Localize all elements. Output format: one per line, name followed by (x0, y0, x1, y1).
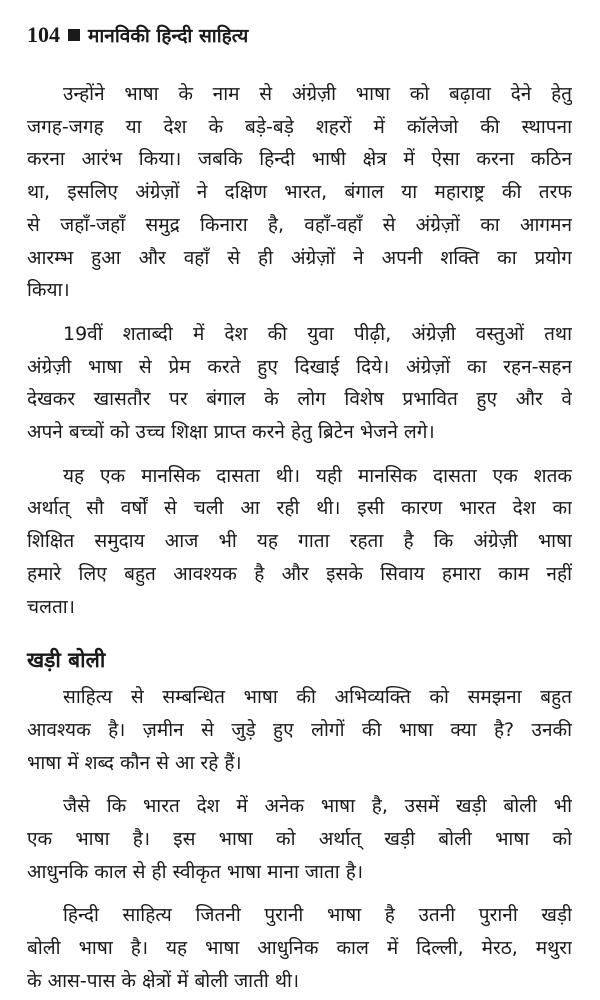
text-line: से जहाँ-जहाँ समुद्र किनारा है, वहाँ-वहाँ से अंग्रेज़ों का आगमन (27, 213, 572, 236)
paragraph (27, 460, 572, 624)
text-line: हिन्दी साहित्य जितनी पुरानी भाषा है उतनी पुरानी खड़ी (63, 904, 572, 927)
text-line: अपने बच्चों को उच्च शिक्षा प्राप्त करने हेतु ब्रिटेन भेजने लगे। (27, 421, 435, 444)
book-title: मानविकी हिन्दी साहित्य (88, 25, 249, 47)
text-line: किया। (27, 279, 70, 302)
section-heading: खड़ी बोली (27, 648, 106, 673)
paragraph (27, 790, 572, 888)
text-line: यह एक मानसिक दासता थी। यही मानसिक दासता एक शतक (63, 464, 572, 487)
text-line: भाषा में शब्द कौन से आ रहे हैं। (27, 751, 242, 774)
text-line: करना आरंभ किया। जबकि हिन्दी भाषी क्षेत्र में ऐसा करना कठिन (27, 148, 572, 171)
text-line: चलता। (27, 595, 75, 618)
text-line: साहित्य से सम्बन्धित भाषा की अभिव्यक्ति को समझना बहुत (63, 686, 572, 709)
text-line: था, इसलिए अंग्रेज़ों ने दक्षिण भारत, बंगाल या महाराष्ट्र की तरफ (27, 181, 572, 204)
paragraph (27, 318, 572, 449)
text-line: आधुनकि काल से ही स्वीकृत भाषा माना जाता है। (27, 860, 364, 883)
text-line: एक भाषा है। इस भाषा को अर्थात् खड़ी बोली भाषा को (27, 828, 572, 851)
text-line: हमारे लिए बहुत आवश्यक है और इसके सिवाय हमारा काम नहीं (27, 562, 572, 585)
text-line: आरम्भ हुआ और वहाँ से ही अंग्रेज़ों ने अपनी शक्ति का प्रयोग (27, 246, 572, 269)
text-body-after-heading (27, 681, 572, 997)
paragraph (27, 899, 572, 997)
text-line: जगह-जगह या देश के बड़े-बड़े शहरों में कॉलेजो की स्थापना (27, 115, 572, 138)
page-header (27, 20, 572, 50)
text-body-before-heading (27, 78, 572, 623)
text-line: के आस-पास के क्षेत्रों में बोली जाती थी। (27, 969, 300, 992)
paragraph (27, 78, 572, 307)
text-line: बोली भाषा है। यह भाषा आधुनिक काल में दिल्ली, मेरठ, मथुरा (27, 937, 572, 960)
text-line: 19वीं शताब्दी में देश की युवा पीढ़ी, अंग्रेज़ी वस्तुओं तथा (63, 322, 572, 345)
text-line: देखकर खासतौर पर बंगाल के लोग विशेष प्रभावित हुए और वे (27, 388, 572, 411)
page-number: 104 (27, 22, 60, 47)
text-line: अर्थात् सौ वर्षों से चली आ रही थी। इसी कारण भारत देश का (27, 497, 572, 520)
text-line: आवश्यक है। ज़मीन से जुड़े हुए लोगों की भाषा क्या है? उनकी (27, 718, 572, 741)
square-bullet-icon (68, 29, 80, 41)
text-line: उन्होंने भाषा के नाम से अंग्रेज़ी भाषा को बढ़ावा देने हेतु (63, 83, 572, 105)
text-line: अंग्रेज़ी भाषा से प्रेम करते हुए दिखाई दिये। अंग्रेज़ों का रहन-सहन (27, 355, 572, 378)
text-line: शिक्षित समुदाय आज भी यह गाता रहता है कि अंग्रेज़ी भाषा (27, 530, 572, 553)
paragraph (27, 681, 572, 779)
text-line: जैसे कि भारत देश में अनेक भाषा है, उसमें खड़ी बोली भी (63, 795, 572, 818)
